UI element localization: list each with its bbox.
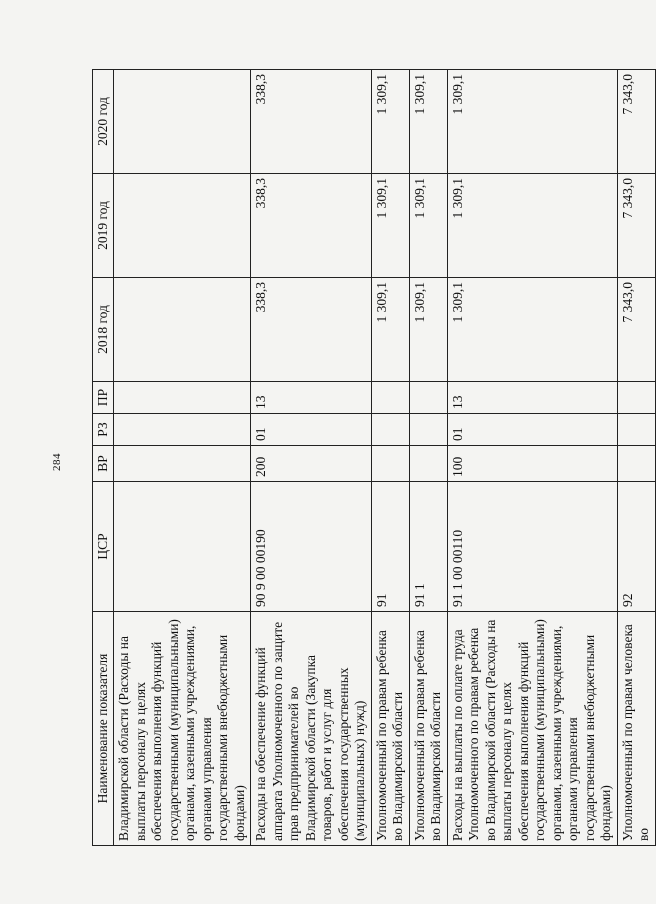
budget-table-wrapper: [92, 70, 651, 846]
cell-2019: 7 343,0: [617, 174, 655, 278]
cell-csr: [114, 482, 251, 612]
cell-rz: [617, 414, 655, 446]
cell-name: Владимирской области (Расходы на выплаты персоналу в целях обеспечения выполнения функций государственными (муниципальными) органами, казенными учреждениями, органами управления государственными внебюджетными фондами): [114, 612, 251, 846]
header-2018: 2018 год: [93, 278, 114, 382]
cell-rz: [371, 414, 409, 446]
cell-2019: 1 309,1: [447, 174, 617, 278]
cell-2018: 1 309,1: [371, 278, 409, 382]
cell-csr: 92: [617, 482, 655, 612]
cell-pr: [371, 382, 409, 414]
header-2019: 2019 год: [93, 174, 114, 278]
cell-pr: [617, 382, 655, 414]
cell-rz: 01: [447, 414, 617, 446]
cell-csr: 91 1: [409, 482, 447, 612]
cell-2020: 1 309,1: [371, 70, 409, 174]
cell-2020: 1 309,1: [409, 70, 447, 174]
cell-csr: 91 1 00 00110: [447, 482, 617, 612]
cell-name: Уполномоченный по правам ребенка во Владимирской области: [409, 612, 447, 846]
cell-vr: [114, 446, 251, 482]
cell-2018: 7 343,0: [617, 278, 655, 382]
header-vr: ВР: [93, 446, 114, 482]
cell-vr: [409, 446, 447, 482]
table-row: [114, 70, 251, 846]
table-row: [409, 70, 447, 846]
cell-rz: [114, 414, 251, 446]
header-csr: ЦСР: [93, 482, 114, 612]
cell-pr: 13: [251, 382, 372, 414]
cell-2019: [114, 174, 251, 278]
page-number: 284: [51, 453, 63, 471]
rotated-page-area: [92, 70, 651, 846]
cell-vr: [371, 446, 409, 482]
cell-name: Расходы на выплаты по оплате труда Уполномоченного по правам ребенка во Владимирской области (Расходы на выплаты персоналу в целях обеспечения выполнения функций государственными (муниципальными) органами, казенными учреждениями, органами управления государственными внебюджетными фондами): [447, 612, 617, 846]
cell-name: Расходы на обеспечение функций аппарата Уполномоченного по защите прав предпринимателей во Владимирской области (Закупка товаров, работ и услуг для обеспечения государственных (муниципальных) нужд): [251, 612, 372, 846]
cell-pr: 13: [447, 382, 617, 414]
cell-rz: [409, 414, 447, 446]
cell-pr: [409, 382, 447, 414]
header-rz: РЗ: [93, 414, 114, 446]
table-row: [617, 70, 655, 846]
table-header-row: [93, 70, 114, 846]
table-row: [251, 70, 372, 846]
cell-pr: [114, 382, 251, 414]
cell-2020: [114, 70, 251, 174]
cell-vr: [617, 446, 655, 482]
cell-name: Уполномоченный по правам ребенка во Владимирской области: [371, 612, 409, 846]
cell-2019: 338,3: [251, 174, 372, 278]
cell-2019: 1 309,1: [371, 174, 409, 278]
cell-2018: [114, 278, 251, 382]
table-row: [447, 70, 617, 846]
cell-vr: 200: [251, 446, 372, 482]
table-row: [371, 70, 409, 846]
header-2020: 2020 год: [93, 70, 114, 174]
cell-2020: 7 343,0: [617, 70, 655, 174]
header-name: Наименование показателя: [93, 612, 114, 846]
cell-2018: 1 309,1: [447, 278, 617, 382]
budget-table: [92, 69, 656, 846]
cell-vr: 100: [447, 446, 617, 482]
cell-2018: 1 309,1: [409, 278, 447, 382]
cell-rz: 01: [251, 414, 372, 446]
cell-name: Уполномоченный по правам человека во: [617, 612, 655, 846]
header-pr: ПР: [93, 382, 114, 414]
cell-2020: 338,3: [251, 70, 372, 174]
cell-2019: 1 309,1: [409, 174, 447, 278]
cell-csr: 91: [371, 482, 409, 612]
cell-csr: 90 9 00 00190: [251, 482, 372, 612]
cell-2020: 1 309,1: [447, 70, 617, 174]
cell-2018: 338,3: [251, 278, 372, 382]
